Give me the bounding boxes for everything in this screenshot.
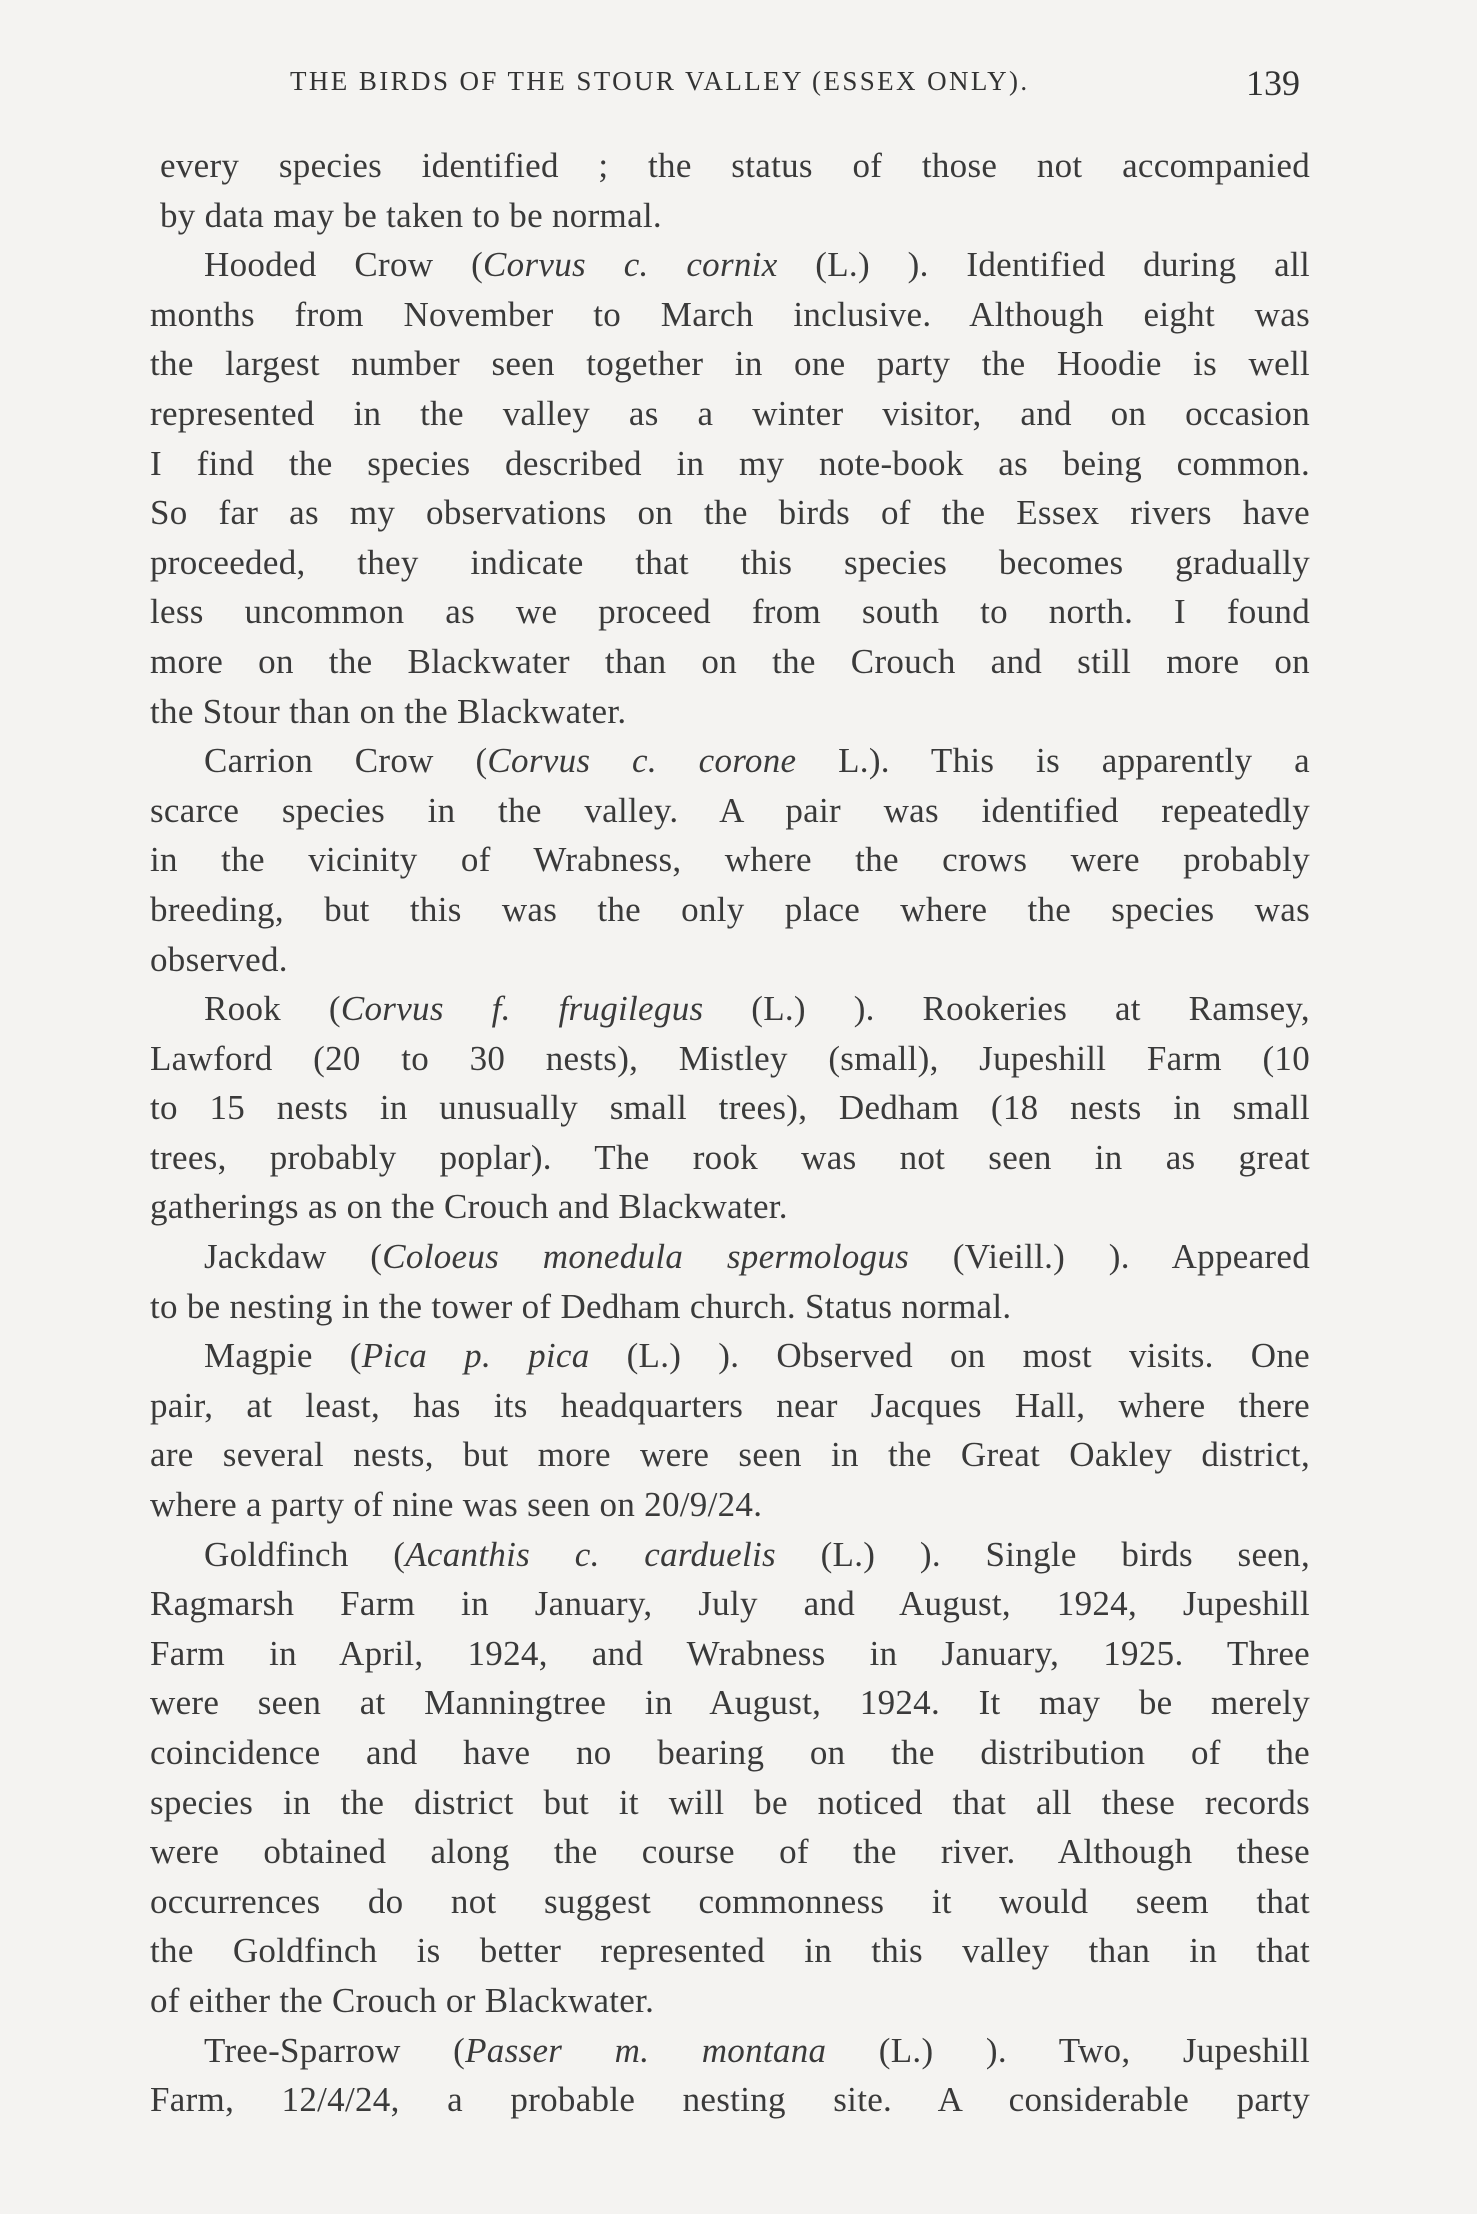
text-line: months from November to March inclusive. Although eight was [150, 294, 1310, 334]
text-line: trees, probably poplar). The rook was not seen in as great [150, 1137, 1310, 1177]
text-line: Ragmarsh Farm in January, July and August, 1924, Jupeshill [150, 1584, 1310, 1624]
text-line: less uncommon as we proceed from south to north. I found [150, 592, 1310, 632]
text-segment: Hooded Crow ( [204, 245, 484, 285]
body-text [150, 141, 1310, 2125]
page-number: 139 [1246, 63, 1300, 103]
text-line: proceeded, they indicate that this species becomes gradually [150, 542, 1310, 582]
text-line: the Stour than on the Blackwater. [150, 691, 627, 731]
text-line: breeding, but this was the only place where the species was [150, 889, 1310, 929]
running-head: THE BIRDS OF THE STOUR VALLEY (ESSEX ONLY). [290, 66, 1030, 96]
text-line: by data may be taken to be normal. [160, 195, 662, 235]
text-line: I find the species described in my note-book as being common. [150, 443, 1310, 483]
text-segment: Tree-Sparrow ( [204, 2030, 466, 2070]
text-segment: (L.) ). Observed on most visits. One [589, 1336, 1310, 1376]
text-line: coincidence and have no bearing on the distribution of the [150, 1733, 1310, 1772]
text-segment: Rook ( [204, 989, 341, 1029]
species-name: Pica p. pica [361, 1336, 590, 1376]
text-line: more on the Blackwater than on the Crouch and still more on [150, 641, 1310, 681]
text-segment: (L.) ). Identified during all [777, 245, 1310, 285]
species-entry-jackdaw [150, 1232, 1310, 1282]
text-segment: (L.) ). Rookeries at Ramsey, [703, 989, 1310, 1029]
page-header [160, 62, 1320, 122]
species-name: Corvus f. frugilegus [340, 989, 704, 1029]
text-segment: (L.) ). Two, Jupeshill [826, 2030, 1310, 2070]
species-name: Corvus c. cornix [483, 245, 778, 285]
text-segment: Magpie ( [204, 1336, 362, 1376]
text-line: every species identified ; the status of those not accompanied [160, 146, 1310, 185]
text-segment: (L.) ). Single birds seen, [775, 1534, 1310, 1574]
text-line: Farm in April, 1924, and Wrabness in January, 1925. Three [150, 1633, 1310, 1673]
species-name: Passer m. montana [465, 2030, 827, 2070]
text-segment: Goldfinch ( [204, 1534, 406, 1574]
text-segment: L.). This is apparently a [796, 741, 1310, 781]
text-line: occurrences do not suggest commonness it would seem that [150, 1881, 1310, 1921]
text-line: the Goldfinch is better represented in this valley than in that [150, 1931, 1310, 1971]
text-line: species in the district but it will be noticed that all these records [150, 1782, 1310, 1822]
text-line: observed. [150, 939, 288, 979]
species-entry-carrion-crow [150, 736, 1310, 786]
text-line: represented in the valley as a winter visitor, and on occasion [150, 393, 1310, 433]
text-segment: Carrion Crow ( [204, 741, 488, 781]
text-line: So far as my observations on the birds of the Essex rivers have [150, 493, 1310, 533]
text-line: to be nesting in the tower of Dedham church. Status normal. [150, 1286, 1012, 1326]
species-entry-hooded-crow [150, 240, 1310, 290]
text-line: Farm, 12/4/24, a probable nesting site. A considerable party [150, 2080, 1310, 2120]
text-line: to 15 nests in unusually small trees), Dedham (18 nests in small [150, 1088, 1310, 1128]
species-entry-tree-sparrow [150, 2026, 1310, 2076]
text-line: were seen at Manningtree in August, 1924. It may be merely [150, 1683, 1310, 1723]
text-line: in the vicinity of Wrabness, where the crows were probably [150, 840, 1310, 880]
text-line: of either the Crouch or Blackwater. [150, 1980, 655, 2020]
text-line: Lawford (20 to 30 nests), Mistley (small), Jupeshill Farm (10 [150, 1038, 1310, 1078]
text-line: are several nests, but more were seen in the Great Oakley district, [150, 1435, 1310, 1475]
text-line: the largest number seen together in one party the Hoodie is well [150, 344, 1310, 384]
text-segment: Jackdaw ( [204, 1237, 383, 1277]
text-line: pair, at least, has its headquarters near Jacques Hall, where there [150, 1385, 1310, 1425]
species-entry-magpie [150, 1331, 1310, 1381]
species-entry-goldfinch [150, 1530, 1310, 1580]
species-name: Corvus c. corone [487, 741, 797, 781]
text-line: were obtained along the course of the river. Although these [150, 1832, 1310, 1872]
species-name: Coloeus monedula spermologus [382, 1237, 910, 1277]
text-line: where a party of nine was seen on 20/9/24. [150, 1485, 763, 1525]
text-line: gatherings as on the Crouch and Blackwater. [150, 1187, 788, 1227]
text-segment: (Vieill.) ). Appeared [909, 1237, 1311, 1277]
species-entry-rook [150, 984, 1310, 1034]
species-name: Acanthis c. carduelis [405, 1534, 776, 1574]
text-line: scarce species in the valley. A pair was identified repeatedly [150, 790, 1310, 830]
